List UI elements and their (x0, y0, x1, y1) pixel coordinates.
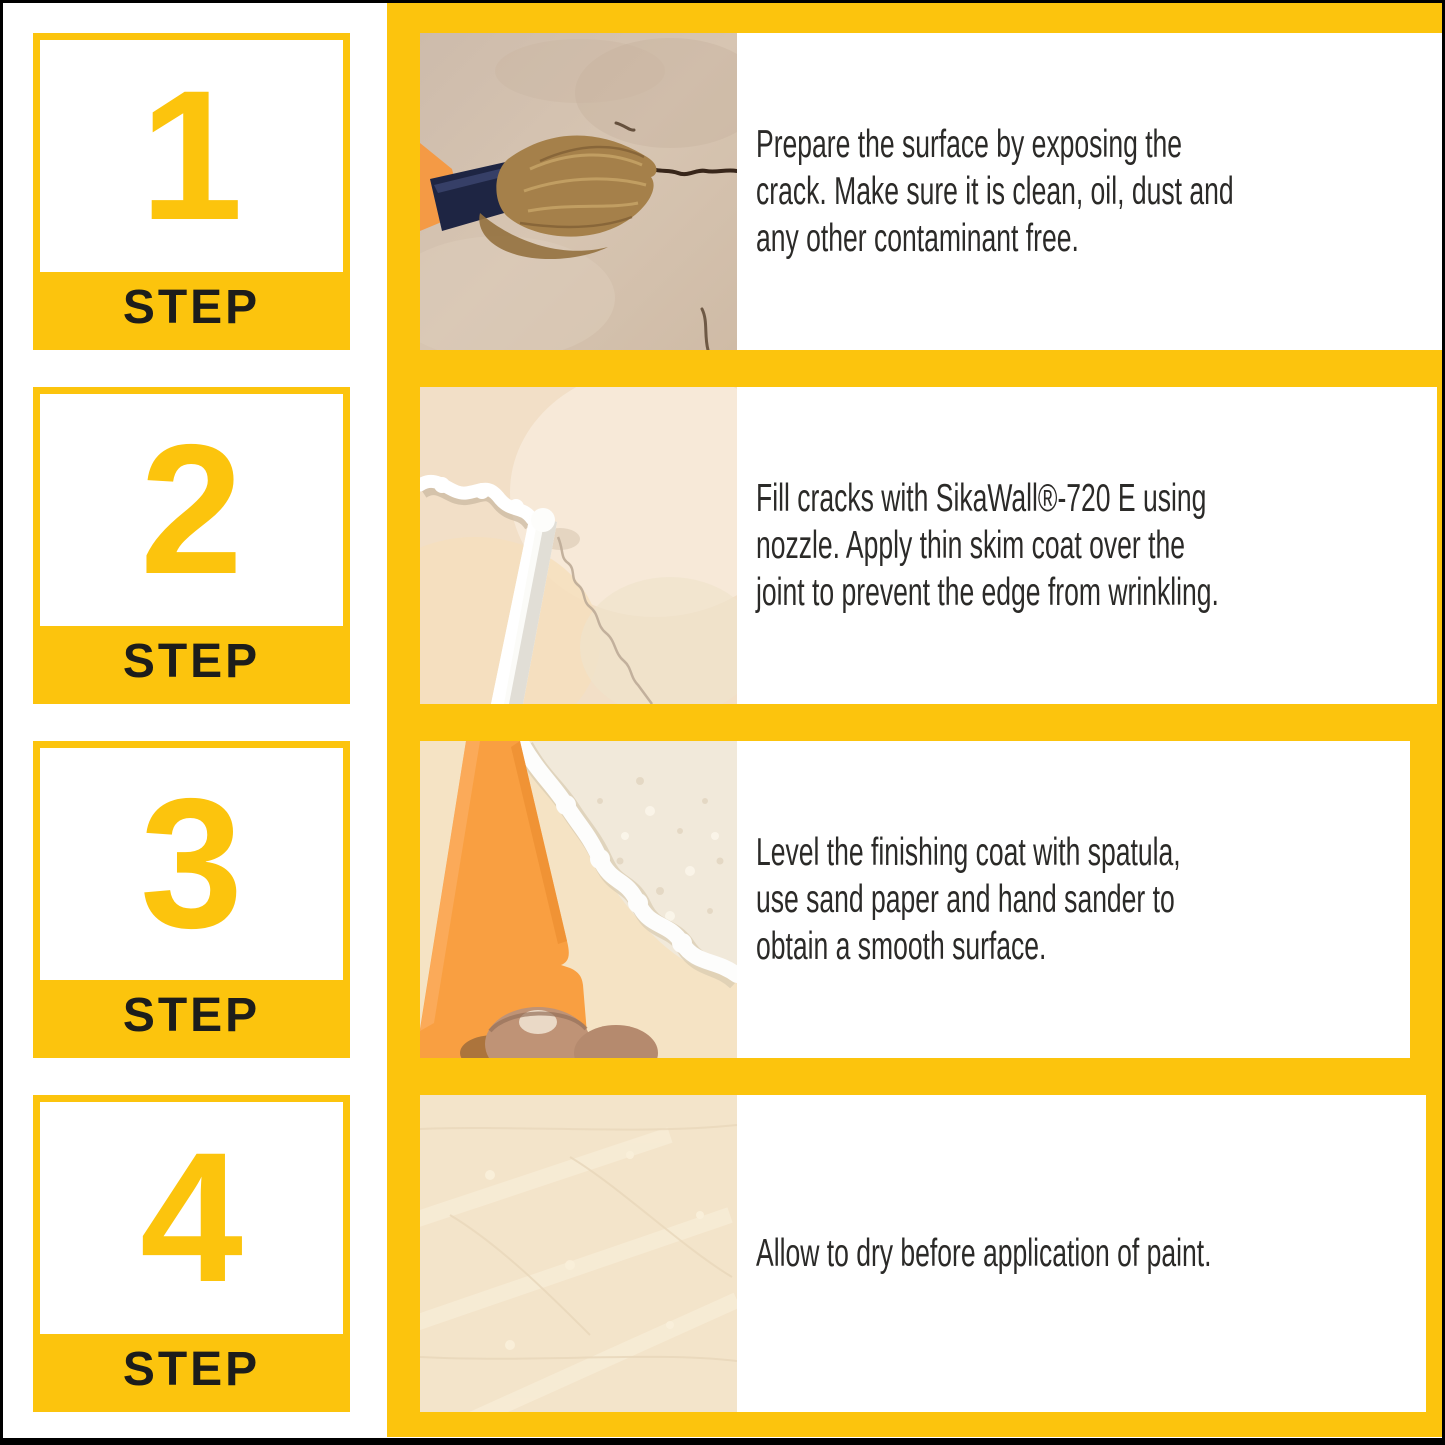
step-number: 2 (140, 406, 243, 613)
step-box-1 (33, 33, 350, 350)
description-line: joint to prevent the edge from wrinkling. (756, 571, 1219, 614)
description-line: use sand paper and hand sander to (756, 878, 1175, 921)
step-label: STEP (122, 989, 261, 1042)
description-line: crack. Make sure it is clean, oil, dust and (756, 170, 1234, 213)
photo-dry-wall-surface (420, 1095, 737, 1412)
step-row-1 (420, 33, 1410, 350)
description-line: Fill cracks with SikaWall®-720 E using (756, 477, 1207, 520)
step-label: STEP (122, 1343, 261, 1396)
photo-spatula-leveling-coat (420, 741, 737, 1058)
description-line: any other contaminant free. (756, 217, 1079, 260)
step-2-photo (420, 387, 737, 704)
step-row-4 (420, 1095, 1410, 1412)
photo-brush-exposing-crack (420, 33, 737, 350)
step-label: STEP (122, 635, 261, 688)
step-1-description (737, 33, 1445, 350)
step-2-description (737, 387, 1437, 704)
step-number: 1 (140, 52, 243, 259)
step-row-3 (420, 741, 1410, 1058)
step-box-3 (33, 741, 350, 1058)
photo-nozzle-filling-crack (420, 387, 737, 704)
step-number-area (40, 1102, 343, 1334)
step-band (40, 980, 343, 1051)
step-number-area (40, 40, 343, 272)
instruction-panel (387, 3, 1442, 1437)
description-line: obtain a smooth surface. (756, 925, 1047, 968)
step-1-photo (420, 33, 737, 350)
description-line: nozzle. Apply thin skim coat over the (756, 524, 1185, 567)
step-band (40, 272, 343, 343)
step-4-description (737, 1095, 1426, 1412)
step-band (40, 626, 343, 697)
description-line: Prepare the surface by exposing the (756, 123, 1183, 166)
step-box-2 (33, 387, 350, 704)
step-box-4 (33, 1095, 350, 1412)
step-number: 4 (140, 1114, 243, 1321)
step-number-area (40, 748, 343, 980)
description-line: Allow to dry before application of paint. (756, 1232, 1212, 1275)
description-line: Level the finishing coat with spatula, (756, 831, 1181, 874)
step-3-photo (420, 741, 737, 1058)
step-4-photo (420, 1095, 737, 1412)
step-3-description (737, 741, 1410, 1058)
step-number-area (40, 394, 343, 626)
step-row-2 (420, 387, 1410, 704)
step-number: 3 (140, 760, 243, 967)
step-band (40, 1334, 343, 1405)
step-label: STEP (122, 281, 261, 334)
